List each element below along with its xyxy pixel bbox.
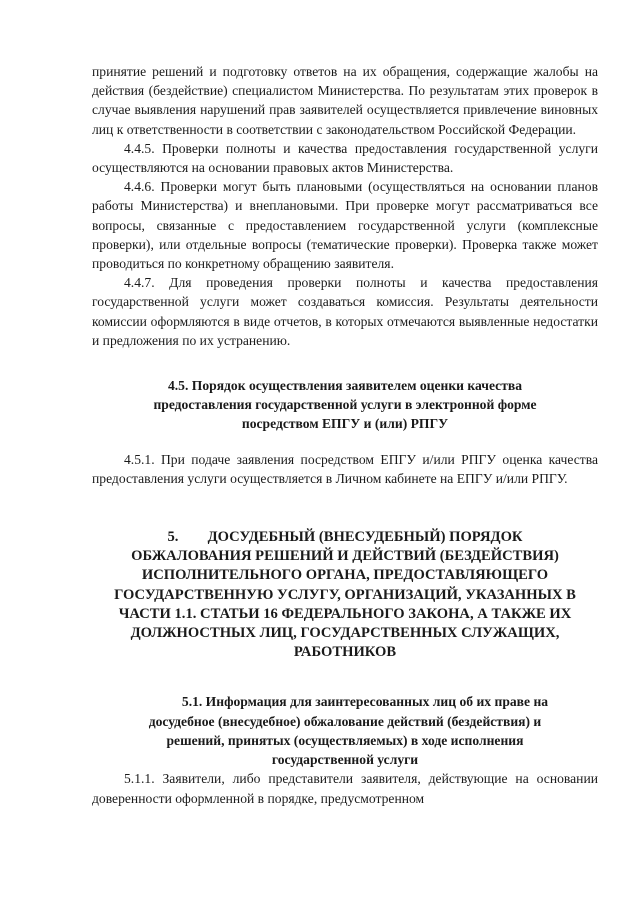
paragraph-4-5-1: 4.5.1. При подаче заявления посредством ЕПГУ и/или РПГУ оценка качества предоставления услуги осуществляется в Личном кабинете на ЕПГУ и/или РПГУ.: [92, 451, 598, 486]
section-heading-5: [92, 528, 598, 662]
heading-line: ЧАСТИ 1.1. СТАТЬИ 16 ФЕДЕРАЛЬНОГО ЗАКОНА, А ТАКЖЕ ИХ: [118, 605, 572, 622]
heading-line: посредством ЕПГУ и (или) РПГУ: [241, 416, 449, 432]
heading-line: предоставления государственной услуги в электронной форме: [153, 397, 537, 413]
heading-line: ДОЛЖНОСТНЫХ ЛИЦ, ГОСУДАРСТВЕННЫХ СЛУЖАЩИХ,: [130, 625, 560, 642]
section-heading-5-1: [92, 692, 598, 769]
heading-line: 4.5. Порядок осуществления заявителем оценки качества: [167, 378, 523, 394]
heading-line: ИСПОЛНИТЕЛЬНОГО ОРГАНА, ПРЕДОСТАВЛЯЮЩЕГО: [141, 567, 549, 584]
document-page: [92, 62, 598, 808]
paragraph-4-4-7: 4.4.7. Для проведения проверки полноты и качества предоставления государственной услуги может создаваться комиссия. Результаты деятельности комиссии оформляются в виде отчетов, в которых отмечаются выявленные недостатки и предложения по их устранению.: [92, 275, 598, 348]
paragraph-5-1-1: 5.1.1. Заявители, либо представители заявителя, действующие на основании доверенности оформленной в порядке, предусмотренном: [92, 771, 598, 806]
heading-line: ГОСУДАРСТВЕННУЮ УСЛУГУ, ОРГАНИЗАЦИЙ, УКАЗАННЫХ В: [114, 586, 576, 603]
paragraph-4-4-4-continuation: принятие решений и подготовку ответов на их обращения, содержащие жалобы на действия (бездействие) специалистом Министерства. По результатам этих проверок в случае выявления нарушений прав заявителей осуществляется привлечение виновных лиц к ответственности в соответствии с законодательством Российской Федерации.: [92, 64, 598, 137]
paragraph-4-4-5: 4.4.5. Проверки полноты и качества предоставления государственной услуги осуществляются на основании правовых актов Министерства.: [92, 140, 598, 176]
paragraph-4-4-6: 4.4.6. Проверки могут быть плановыми (осуществляться на основании планов работы Министерства) и внеплановыми. При проверке могут рассматриваться все вопросы, связанные с предоставлением государственной услуги (комплексные проверки), или отдельные вопросы (тематические проверки). Проверка также может проводиться по конкретному обращению заявителя.: [92, 179, 598, 272]
heading-line: решений, принятых (осуществляемых) в ходе исполнения: [166, 732, 524, 748]
heading-line: досудебное (внесудебное) обжалование действий (бездействия) и: [148, 713, 542, 729]
heading-line: 5. ДОСУДЕБНЫЙ (ВНЕСУДЕБНЫЙ) ПОРЯДОК: [167, 529, 523, 546]
heading-line: РАБОТНИКОВ: [293, 644, 397, 661]
heading-line: 5.1. Информация для заинтересованных лиц об их праве на: [181, 694, 549, 710]
heading-line: ОБЖАЛОВАНИЯ РЕШЕНИЙ И ДЕЙСТВИЙ (БЕЗДЕЙСТВИЯ): [131, 548, 559, 565]
section-heading-4-5: [92, 376, 598, 434]
heading-line: государственной услуги: [271, 752, 419, 768]
